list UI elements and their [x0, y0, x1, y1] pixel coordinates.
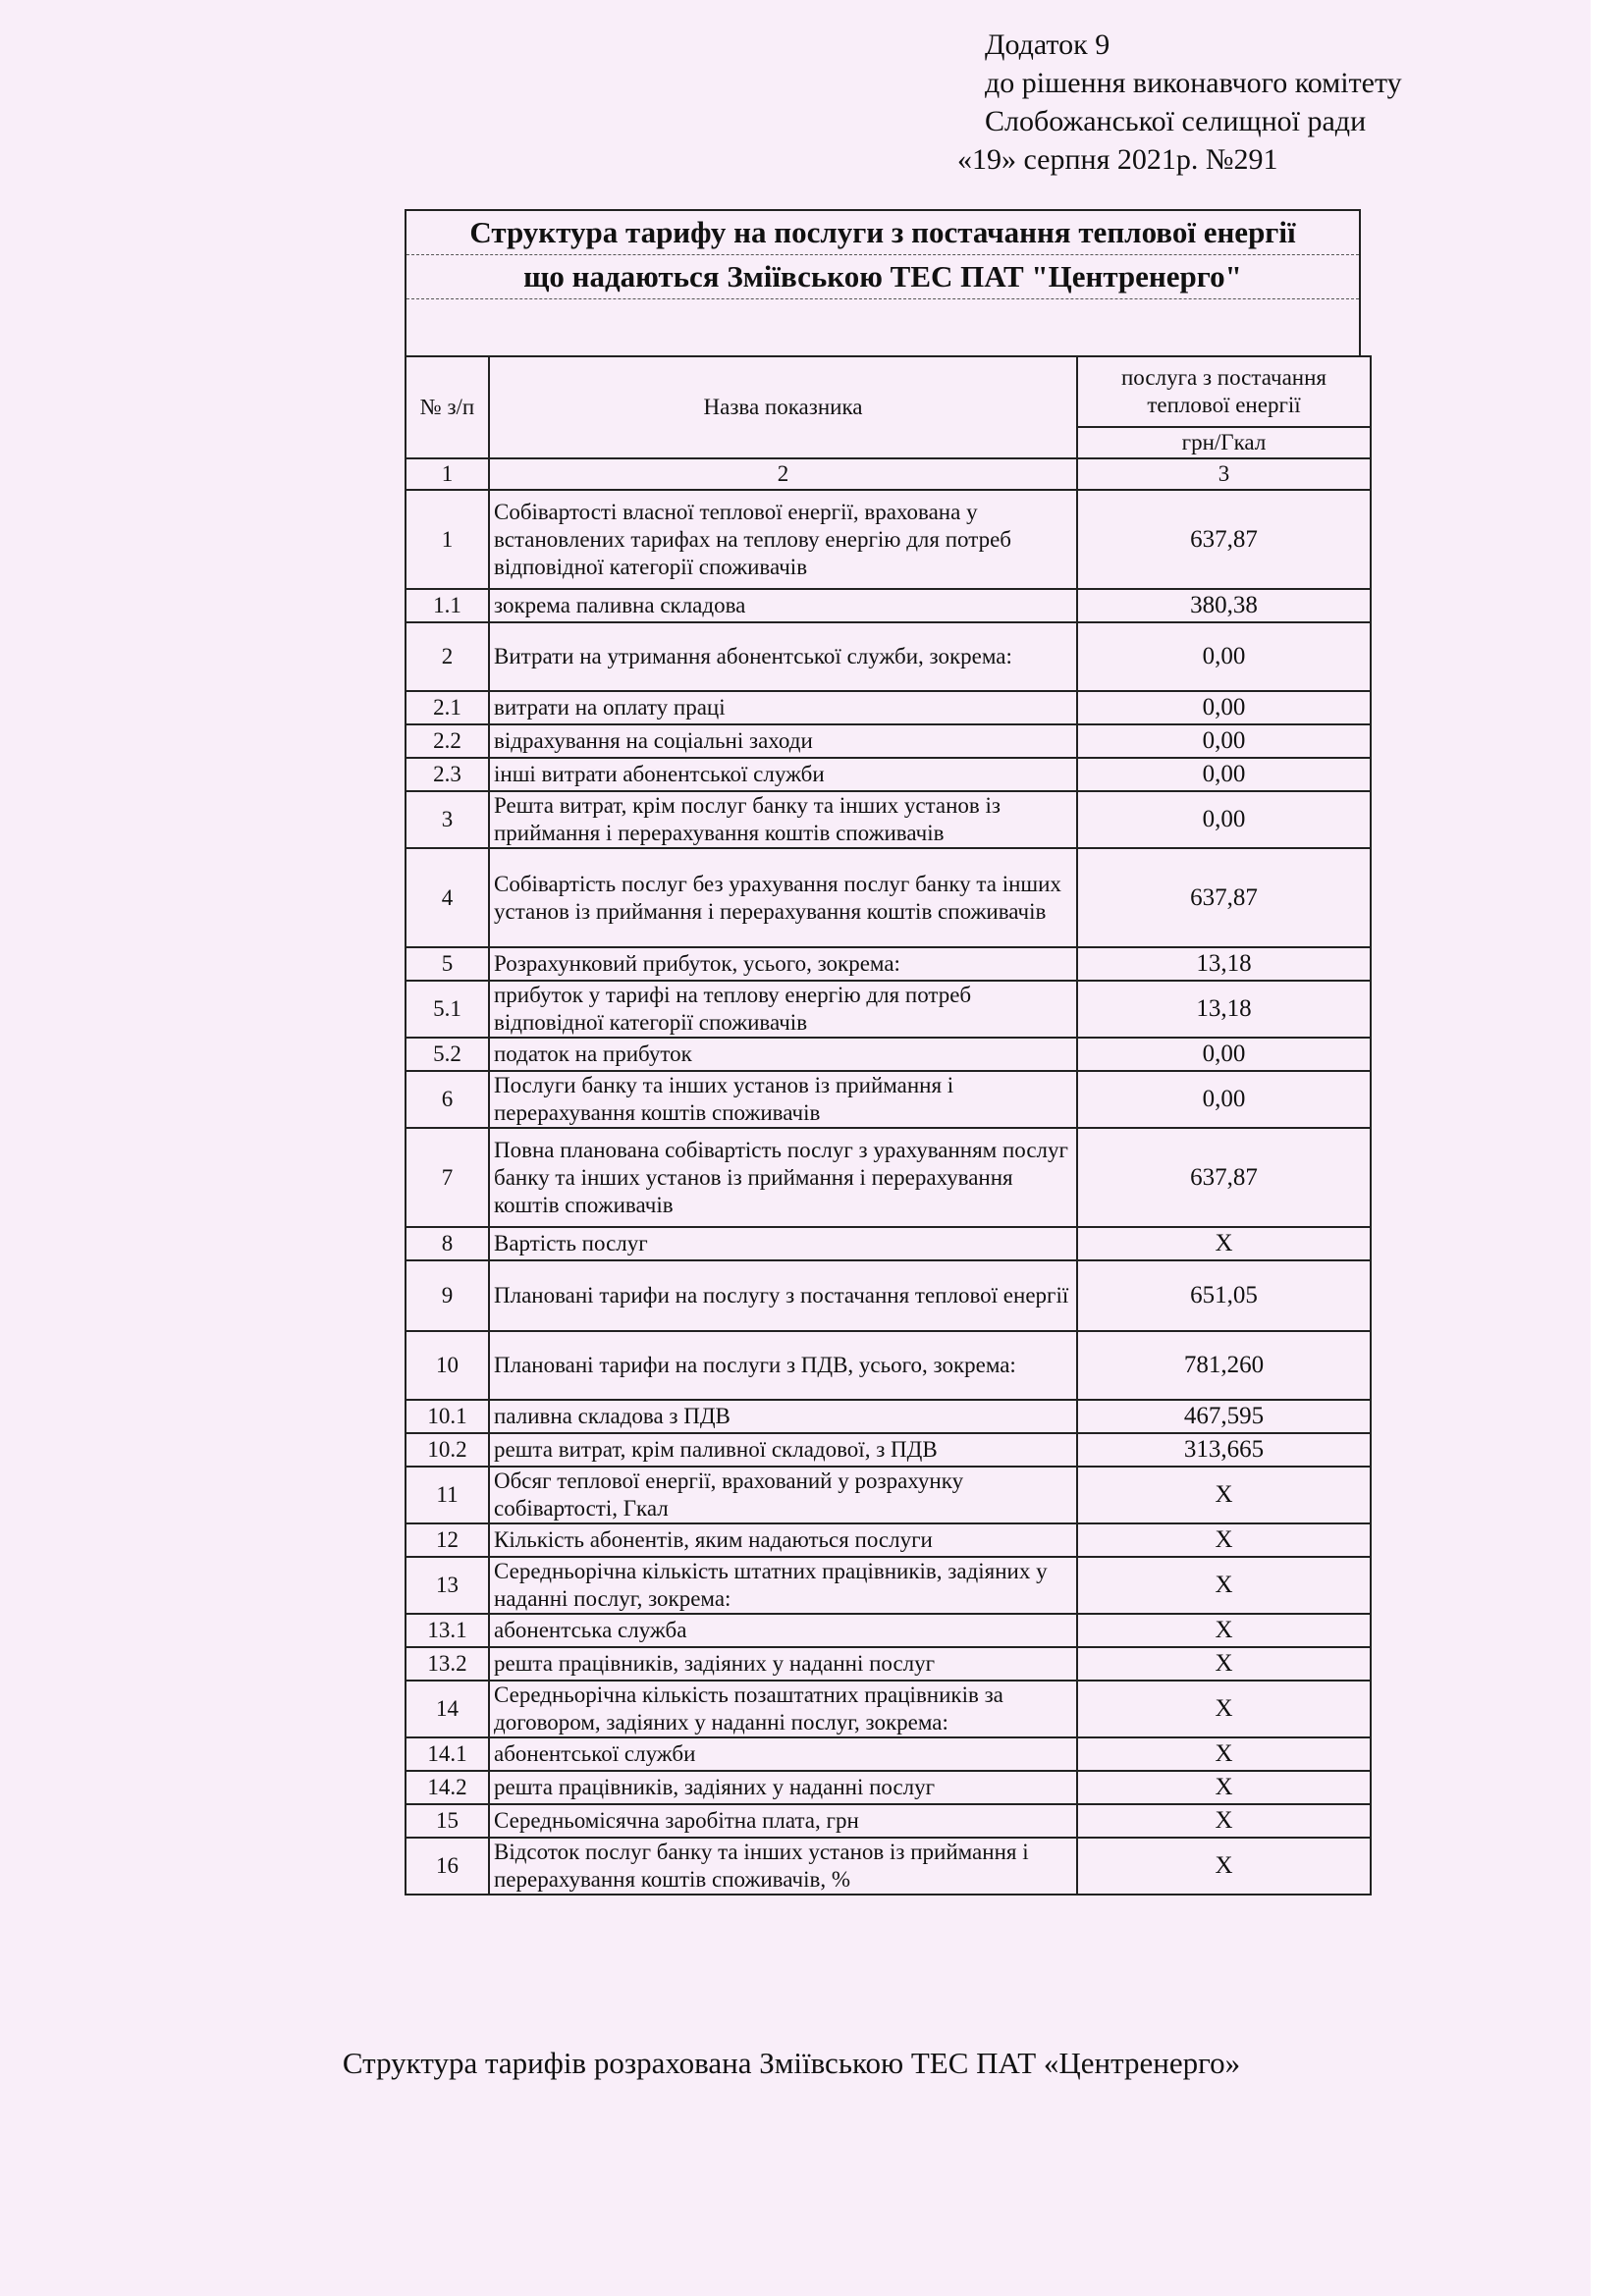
row-number: 3	[406, 791, 489, 848]
row-value: Х	[1077, 1467, 1371, 1523]
row-value: 0,00	[1077, 691, 1371, 724]
table-row	[406, 724, 1371, 758]
row-value: Х	[1077, 1227, 1371, 1260]
row-value: Х	[1077, 1771, 1371, 1804]
row-indicator-name: Розрахунковий прибуток, усього, зокрема:	[489, 947, 1077, 981]
row-value: 0,00	[1077, 791, 1371, 848]
row-value: 0,00	[1077, 724, 1371, 758]
row-indicator-name: Собівартість послуг без урахування послуг банку та інших установ із приймання і перерахування коштів споживачів	[489, 848, 1077, 947]
table-row	[406, 1433, 1371, 1467]
row-number: 14	[406, 1681, 489, 1737]
table-row	[406, 1227, 1371, 1260]
table-row	[406, 1331, 1371, 1400]
row-value: 0,00	[1077, 622, 1371, 691]
row-number: 10.2	[406, 1433, 489, 1467]
row-indicator-name: Повна планована собівартість послуг з урахуванням послуг банку та інших установ із приймання і перерахування коштів споживачів	[489, 1128, 1077, 1227]
table-row	[406, 622, 1371, 691]
row-value: 0,00	[1077, 1071, 1371, 1128]
row-indicator-name: решта працівників, задіяних у наданні послуг	[489, 1771, 1077, 1804]
row-number: 16	[406, 1838, 489, 1895]
table-row	[406, 1771, 1371, 1804]
table-row	[406, 589, 1371, 622]
row-number: 2.1	[406, 691, 489, 724]
row-value: 313,665	[1077, 1433, 1371, 1467]
table-row	[406, 1681, 1371, 1737]
row-number: 13	[406, 1557, 489, 1614]
row-indicator-name: Середньомісячна заробітна плата, грн	[489, 1804, 1077, 1838]
table-row	[406, 758, 1371, 791]
table-row	[406, 947, 1371, 981]
row-value: Х	[1077, 1681, 1371, 1737]
table-row	[406, 1557, 1371, 1614]
table-row	[406, 1260, 1371, 1331]
table-row	[406, 1838, 1371, 1895]
row-indicator-name: Відсоток послуг банку та інших установ із приймання і перерахування коштів споживачів, %	[489, 1838, 1077, 1895]
row-number: 5.2	[406, 1038, 489, 1071]
annex-block	[957, 26, 1402, 179]
row-indicator-name: паливна складова з ПДВ	[489, 1400, 1077, 1433]
row-number: 8	[406, 1227, 489, 1260]
row-indicator-name: Середньорічна кількість позаштатних працівників за договором, задіяних у наданні послуг, зокрема:	[489, 1681, 1077, 1737]
row-value: Х	[1077, 1838, 1371, 1895]
table-row	[406, 791, 1371, 848]
annex-number: Додаток 9	[985, 28, 1110, 61]
row-indicator-name: відрахування на соціальні заходи	[489, 724, 1077, 758]
row-indicator-name: решта працівників, задіяних у наданні послуг	[489, 1647, 1077, 1681]
row-number: 9	[406, 1260, 489, 1331]
table-row	[406, 1128, 1371, 1227]
header-num: № з/п	[406, 356, 489, 458]
row-indicator-name: решта витрат, крім паливної складової, з ПДВ	[489, 1433, 1077, 1467]
row-indicator-name: Середньорічна кількість штатних працівників, задіяних у наданні послуг, зокрема:	[489, 1557, 1077, 1614]
row-value: Х	[1077, 1614, 1371, 1647]
table-row	[406, 1804, 1371, 1838]
row-indicator-name: прибуток у тарифі на теплову енергію для потреб відповідної категорії споживачів	[489, 981, 1077, 1038]
table-row	[406, 1523, 1371, 1557]
row-value: Х	[1077, 1737, 1371, 1771]
row-number: 13.2	[406, 1647, 489, 1681]
row-number: 11	[406, 1467, 489, 1523]
row-value: 781,260	[1077, 1331, 1371, 1400]
row-value: Х	[1077, 1523, 1371, 1557]
tariff-table	[405, 355, 1372, 1896]
row-indicator-name: Вартість послуг	[489, 1227, 1077, 1260]
column-number-row	[406, 458, 1371, 490]
title-line-2: що надаються Зміївською ТЕС ПАТ "Центренерго"	[406, 255, 1359, 299]
table-row	[406, 1467, 1371, 1523]
row-number: 7	[406, 1128, 489, 1227]
table-row	[406, 1038, 1371, 1071]
row-value: 0,00	[1077, 1038, 1371, 1071]
header-unit: грн/Гкал	[1077, 427, 1371, 458]
row-number: 5.1	[406, 981, 489, 1038]
title-box	[405, 209, 1361, 356]
row-number: 14.2	[406, 1771, 489, 1804]
footer-note	[0, 2046, 1624, 2081]
row-number: 10.1	[406, 1400, 489, 1433]
row-indicator-name: Послуги банку та інших установ із приймання і перерахування коштів споживачів	[489, 1071, 1077, 1128]
row-indicator-name: Кількість абонентів, яким надаються послуги	[489, 1523, 1077, 1557]
row-number: 10	[406, 1331, 489, 1400]
row-number: 4	[406, 848, 489, 947]
row-number: 13.1	[406, 1614, 489, 1647]
row-value: 13,18	[1077, 947, 1371, 981]
row-number: 2.3	[406, 758, 489, 791]
row-value: 0,00	[1077, 758, 1371, 791]
row-value: 380,38	[1077, 589, 1371, 622]
annex-date: «19» серпня 2021р. №291	[957, 143, 1278, 176]
table-row	[406, 691, 1371, 724]
row-number: 1.1	[406, 589, 489, 622]
row-indicator-name: інші витрати абонентської служби	[489, 758, 1077, 791]
row-indicator-name: Плановані тарифи на послугу з постачання теплової енергії	[489, 1260, 1077, 1331]
row-number: 14.1	[406, 1737, 489, 1771]
colnum-1: 1	[406, 458, 489, 490]
colnum-2: 2	[489, 458, 1077, 490]
row-number: 2.2	[406, 724, 489, 758]
title-line-1: Структура тарифу на послуги з постачання теплової енергії	[406, 211, 1359, 255]
row-value: Х	[1077, 1647, 1371, 1681]
table-row	[406, 1647, 1371, 1681]
row-number: 2	[406, 622, 489, 691]
table-row	[406, 981, 1371, 1038]
row-value: 467,595	[1077, 1400, 1371, 1433]
row-indicator-name: Обсяг теплової енергії, врахований у розрахунку собівартості, Гкал	[489, 1467, 1077, 1523]
row-number: 6	[406, 1071, 489, 1128]
row-indicator-name: абонентської служби	[489, 1737, 1077, 1771]
row-value: Х	[1077, 1557, 1371, 1614]
row-indicator-name: Плановані тарифи на послуги з ПДВ, усього, зокрема:	[489, 1331, 1077, 1400]
row-number: 15	[406, 1804, 489, 1838]
row-indicator-name: Решта витрат, крім послуг банку та інших установ із приймання і перерахування коштів споживачів	[489, 791, 1077, 848]
row-indicator-name: Собівартості власної теплової енергії, врахована у встановлених тарифах на теплову енергію для потреб відповідної категорії споживачів	[489, 490, 1077, 589]
table-row	[406, 490, 1371, 589]
header-row	[406, 356, 1371, 427]
annex-council: Слобожанської селищної ради	[985, 105, 1367, 137]
footer-text: Структура тарифів розрахована Зміївською ТЕС ПАТ «Центренерго»	[342, 2046, 1241, 2080]
row-value: 13,18	[1077, 981, 1371, 1038]
row-value: 637,87	[1077, 1128, 1371, 1227]
row-number: 12	[406, 1523, 489, 1557]
table-row	[406, 1400, 1371, 1433]
header-name: Назва показника	[489, 356, 1077, 458]
table-row	[406, 1614, 1371, 1647]
row-value: 637,87	[1077, 848, 1371, 947]
row-value: 651,05	[1077, 1260, 1371, 1331]
colnum-3: 3	[1077, 458, 1371, 490]
row-indicator-name: абонентська служба	[489, 1614, 1077, 1647]
row-indicator-name: зокрема паливна складова	[489, 589, 1077, 622]
annex-decision: до рішення виконавчого комітету	[985, 67, 1402, 99]
header-service: послуга з постачання теплової енергії	[1077, 356, 1371, 427]
row-indicator-name: витрати на оплату праці	[489, 691, 1077, 724]
row-number: 1	[406, 490, 489, 589]
row-indicator-name: Витрати на утримання абонентської служби, зокрема:	[489, 622, 1077, 691]
row-indicator-name: податок на прибуток	[489, 1038, 1077, 1071]
table-row	[406, 848, 1371, 947]
row-value: Х	[1077, 1804, 1371, 1838]
row-number: 5	[406, 947, 489, 981]
table-row	[406, 1737, 1371, 1771]
row-value: 637,87	[1077, 490, 1371, 589]
table-row	[406, 1071, 1371, 1128]
